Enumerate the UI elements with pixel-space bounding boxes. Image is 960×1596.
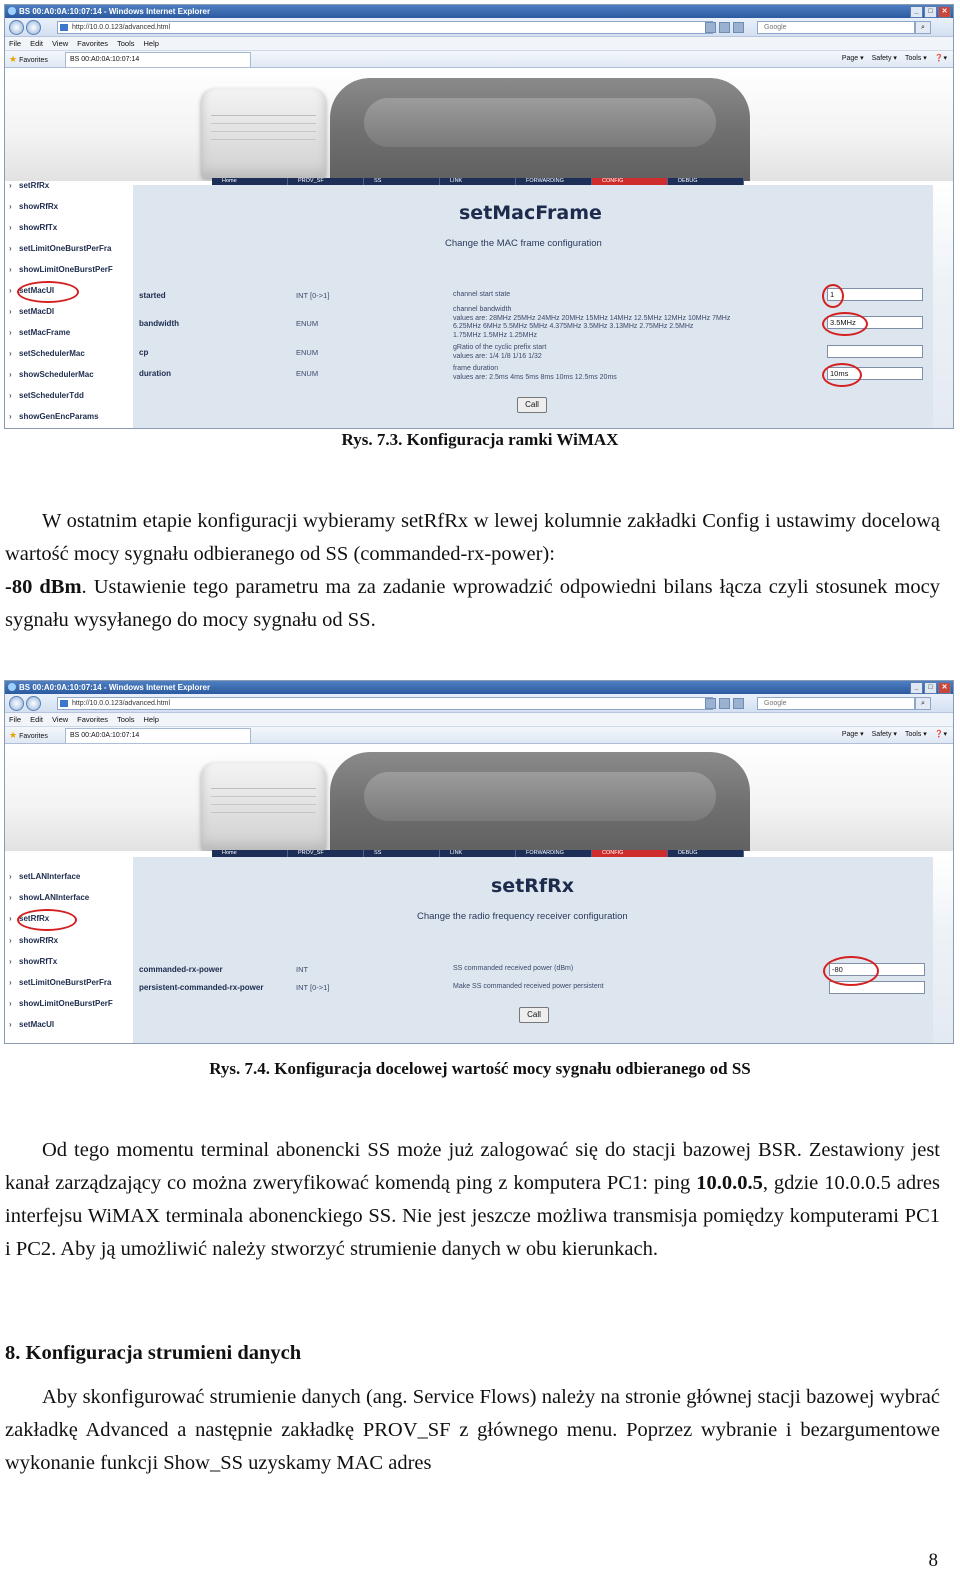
page-banner — [5, 744, 953, 851]
sidebar-item-showlimit[interactable]: › showLimitOneBurstPerF — [19, 265, 113, 274]
url-field[interactable]: http://10.0.0.123/advanced.html — [57, 21, 713, 34]
page-title: setRfRx — [491, 875, 575, 897]
figure-caption: Rys. 7.3. Konfiguracja ramki WiMAX — [341, 430, 619, 449]
star-icon: ★ — [9, 730, 18, 740]
param-name: persistent-commanded-rx-power — [139, 983, 264, 992]
minimize-button[interactable]: _ — [910, 682, 923, 694]
menu-bar — [5, 713, 953, 727]
started-input[interactable]: 1 — [827, 288, 923, 301]
address-bar — [5, 18, 953, 37]
menu-edit[interactable]: Edit — [30, 39, 44, 48]
window-title: BS 00:A0:0A:10:07:14 - Windows Internet Explorer — [19, 683, 211, 692]
cmd-tools[interactable]: Tools ▾ — [904, 55, 927, 62]
nav-config[interactable]: CONFIG — [592, 178, 668, 185]
address-bar — [5, 694, 953, 713]
sidebar-item-showrftx[interactable]: › showRfTx — [19, 223, 57, 232]
sidebar-item-showrfrx[interactable]: › showRfRx — [19, 202, 58, 211]
window-titlebar — [5, 681, 953, 694]
refresh-icon[interactable] — [719, 22, 730, 33]
sidebar — [5, 857, 133, 1043]
sidebar-item-setmacframe[interactable]: › setMacFrame — [19, 328, 70, 337]
menu-view[interactable]: View — [52, 715, 69, 724]
nav-config[interactable]: CONFIG — [592, 850, 668, 857]
param-desc: channel bandwidth values are: 28MHz 25MHz 24MHz 20MHz 15MHz 14MHz 12.5MHz 12MHz 10MHz 7MHz 6.25MHz 6MHz 5.5MHz 5MHz 4.375MHz 3.5MHz 3.13MHz 2.75MHz 2.5MHz 1.75MHz 1.5MHz 1.25MHz — [453, 306, 731, 339]
nav-ss[interactable]: SS — [364, 850, 440, 857]
menu-help[interactable]: Help — [143, 715, 159, 724]
nav-forwarding[interactable]: FORWARDING — [516, 850, 592, 857]
back-icon[interactable] — [9, 696, 24, 711]
maximize-button[interactable]: □ — [924, 6, 937, 18]
ie-icon — [8, 683, 16, 691]
nav-link[interactable]: LINK — [440, 850, 516, 857]
page-title: setMacFrame — [459, 202, 602, 224]
sidebar-item-setschedulermac[interactable]: › setSchedulerMac — [19, 349, 85, 358]
cmd-safety[interactable]: Safety ▾ — [871, 55, 897, 62]
menu-favorites[interactable]: Favorites — [77, 715, 108, 724]
call-button[interactable]: Call — [517, 397, 547, 413]
nav-ss[interactable]: SS — [364, 178, 440, 185]
param-desc: Make SS commanded received power persistent — [453, 983, 604, 990]
sidebar-item-showgenencparams[interactable]: › showGenEncParams — [19, 412, 99, 421]
page-banner — [5, 68, 953, 181]
cp-input[interactable] — [827, 345, 923, 358]
menu-help[interactable]: Help — [143, 39, 159, 48]
sidebar-item-showschedulermac[interactable]: › showSchedulerMac — [19, 370, 94, 379]
form-pane — [133, 185, 933, 428]
antenna-image — [201, 88, 326, 178]
back-icon[interactable] — [9, 20, 24, 35]
sidebar-item-showlaninterface[interactable]: › showLANInterface — [19, 893, 89, 902]
param-name: duration — [139, 369, 171, 378]
param-type: INT [0->1] — [296, 291, 330, 300]
search-input[interactable]: Google — [757, 21, 915, 34]
nav-prov-sf[interactable]: PROV_SF — [288, 850, 364, 857]
favorites-bar — [5, 727, 953, 744]
nav-prov-sf[interactable]: PROV_SF — [288, 178, 364, 185]
highlight-circle — [823, 956, 879, 986]
refresh-icon[interactable] — [719, 698, 730, 709]
menu-file[interactable]: File — [9, 39, 22, 48]
favorites-bar — [5, 51, 953, 68]
param-type: ENUM — [296, 348, 319, 357]
compat-icon[interactable] — [705, 698, 716, 709]
param-type: INT [0->1] — [296, 983, 330, 992]
duration-input[interactable]: 10ms — [827, 367, 923, 380]
base-station-image — [330, 78, 750, 181]
main-nav — [212, 850, 744, 857]
sidebar-item-setlaninterface[interactable]: › setLANInterface — [19, 872, 80, 881]
cmd-tools[interactable]: Tools ▾ — [904, 731, 927, 738]
antenna-image — [201, 762, 326, 850]
nav-link[interactable]: LINK — [440, 178, 516, 185]
browser-screenshot-setrfrx — [4, 680, 954, 1044]
favorites-button[interactable]: ★ Favorites — [9, 730, 48, 740]
forward-icon[interactable] — [26, 696, 41, 711]
menu-tools[interactable]: Tools — [117, 715, 135, 724]
close-button[interactable]: ✕ — [938, 6, 951, 18]
minimize-button[interactable]: _ — [910, 6, 923, 18]
param-name: bandwidth — [139, 319, 179, 328]
param-desc: frame duration values are: 2.5ms 4ms 5ms 8ms 10ms 12.5ms 20ms — [453, 365, 617, 381]
page-number: 8 — [928, 1550, 938, 1571]
sidebar-item-showrftx[interactable]: › showRfTx — [19, 957, 57, 966]
highlight-circle — [822, 363, 862, 387]
search-icon[interactable]: ⌕ — [915, 697, 931, 710]
paragraph: W ostatnim etapie konfiguracji wybieramy setRfRx w lewej kolumnie zakładki Config i ustawimy docelową wartość mocy sygnału odbieranego od SS (commanded-rx-power): -80 dBm. Ustawienie tego parametru ma za zadanie wprowadzić odpowiedni bilans łącza czyli stosunek mocy sygnału wysyłanego do mocy sygnału od SS. — [5, 510, 941, 631]
cmd-help[interactable]: ❓▾ — [934, 731, 947, 738]
base-station-image — [330, 752, 750, 851]
sidebar-item-setrfrx[interactable]: › setRfRx — [19, 181, 49, 190]
sidebar-item-showrfrx[interactable]: › showRfRx — [19, 936, 58, 945]
search-input[interactable]: Google — [757, 697, 915, 710]
bandwidth-input[interactable]: 3.5MHz — [827, 316, 923, 329]
compat-icon[interactable] — [705, 22, 716, 33]
param-type: INT — [296, 965, 309, 974]
page-subtitle: Change the MAC frame configuration — [445, 238, 602, 249]
sidebar-item-setrfrx[interactable]: › setRfRx — [19, 914, 49, 923]
stop-icon[interactable] — [733, 698, 744, 709]
nav-home[interactable]: Home — [212, 178, 288, 185]
paragraph: Aby skonfigurować strumienie danych (ang. Service Flows) należy na stronie głównej stacji bazowej wybrać zakładkę Advanced a następnie zakładkę PROV_SF z głównego menu. Poprzez wybranie i bezargumentowe wykonanie funkcji Show_SS uzyskamy MAC adres — [5, 1386, 940, 1474]
nav-debug[interactable]: DEBUG — [668, 178, 744, 185]
param-name: started — [139, 291, 166, 300]
nav-home[interactable]: Home — [212, 850, 288, 857]
cmd-page[interactable]: Page ▾ — [841, 731, 864, 738]
cmd-help[interactable]: ❓▾ — [934, 55, 947, 62]
cmd-safety[interactable]: Safety ▾ — [871, 731, 897, 738]
config-area — [5, 857, 953, 1043]
sidebar-item-setmacdl[interactable]: › setMacDl — [19, 307, 54, 316]
highlight-circle — [17, 909, 77, 931]
param-desc: channel start state — [453, 291, 511, 298]
browser-tab[interactable]: BS 00:A0:0A:10:07:14 — [65, 728, 251, 743]
sidebar-item-setmacul[interactable]: › setMacUl — [19, 1020, 54, 1029]
param-type: ENUM — [296, 319, 319, 328]
maximize-button[interactable]: □ — [924, 682, 937, 694]
stop-icon[interactable] — [733, 22, 744, 33]
highlight-circle — [17, 281, 79, 303]
search-icon[interactable]: ⌕ — [915, 21, 931, 34]
highlight-circle — [822, 312, 868, 336]
param-name: commanded-rx-power — [139, 965, 223, 974]
param-desc: SS commanded received power (dBm) — [453, 965, 574, 972]
url-field[interactable]: http://10.0.0.123/advanced.html — [57, 697, 713, 710]
window-title: BS 00:A0:0A:10:07:14 - Windows Internet Explorer — [19, 7, 211, 16]
window-titlebar — [5, 5, 953, 18]
main-nav — [212, 178, 744, 185]
browser-tab[interactable]: BS 00:A0:0A:10:07:14 — [65, 52, 251, 67]
figure-caption: Rys. 7.4. Konfiguracja docelowej wartość mocy sygnału odbieranego od SS — [209, 1059, 751, 1078]
close-button[interactable]: ✕ — [938, 682, 951, 694]
sidebar-item-setlimit[interactable]: › setLimitOneBurstPerFra — [19, 244, 111, 253]
cmd-page[interactable]: Page ▾ — [841, 55, 864, 62]
paragraph: Od tego momentu terminal abonencki SS może już zalogować się do stacji bazowej BSR. Zestawiony jest kanał zarządzający co można zweryfikować komendą ping z komputera PC1: ping 10.0.0.5, gdzie 10.0.0.5 adres interfejsu WiMAX terminala abonenckiego SS. Nie jest jeszcze możliwa transmisja pomiędzy komputerami PC1 i PC2. Aby ją umożliwić należy stworzyć strumienie danych w obu kierunkach. — [5, 1139, 940, 1260]
menu-favorites[interactable]: Favorites — [77, 39, 108, 48]
sidebar-item-setmacul[interactable]: › setMacUl — [19, 286, 54, 295]
menu-edit[interactable]: Edit — [30, 715, 44, 724]
menu-file[interactable]: File — [9, 715, 22, 724]
bold-value: 10.0.0.5 — [696, 1172, 763, 1194]
page-subtitle: Change the radio frequency receiver configuration — [417, 911, 628, 922]
sidebar-item-setschedulertdd[interactable]: › setSchedulerTdd — [19, 391, 84, 400]
ie-icon — [8, 7, 16, 15]
commanded-rx-power-input[interactable]: -80 — [829, 963, 925, 976]
param-type: ENUM — [296, 369, 319, 378]
nav-debug[interactable]: DEBUG — [668, 850, 744, 857]
param-name: cp — [139, 348, 149, 357]
param-desc: gRatio of the cyclic prefix start values are: 1/4 1/8 1/16 1/32 — [453, 344, 547, 360]
call-button[interactable]: Call — [519, 1007, 549, 1023]
sidebar — [5, 181, 133, 428]
sidebar-item-setlimit[interactable]: › setLimitOneBurstPerFra — [19, 978, 111, 987]
section-heading: 8. Konfiguracja strumieni danych — [5, 1342, 302, 1364]
highlight-circle — [822, 284, 844, 308]
page-icon — [60, 700, 68, 707]
sidebar-item-showlimit[interactable]: › showLimitOneBurstPerF — [19, 999, 113, 1008]
page-icon — [60, 24, 68, 31]
menu-tools[interactable]: Tools — [117, 39, 135, 48]
menu-view[interactable]: View — [52, 39, 69, 48]
star-icon: ★ — [9, 54, 18, 64]
browser-screenshot-setmacframe — [4, 4, 954, 429]
nav-forwarding[interactable]: FORWARDING — [516, 178, 592, 185]
menu-bar — [5, 37, 953, 51]
form-pane — [133, 857, 933, 1043]
favorites-button[interactable]: ★ Favorites — [9, 54, 48, 64]
forward-icon[interactable] — [26, 20, 41, 35]
bold-value: -80 dBm — [5, 576, 82, 598]
